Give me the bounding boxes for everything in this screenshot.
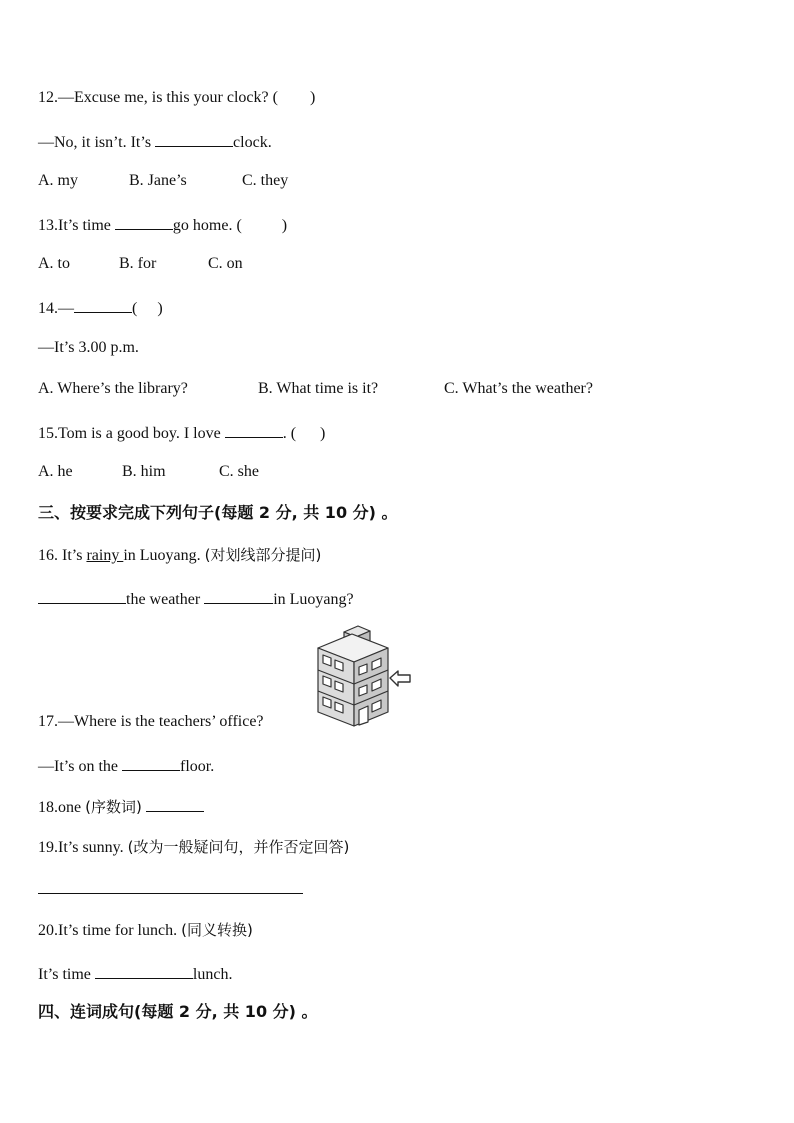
q20-answer-end: lunch. (192, 966, 233, 983)
q20-answer-blank[interactable] (95, 962, 193, 979)
q20-answer-line (38, 962, 232, 985)
q13-option-b[interactable]: B. for (119, 255, 157, 272)
q15-option-c[interactable]: C. she (219, 463, 259, 480)
q12-reply-end: clock. (233, 134, 272, 151)
q13-prompt-start: It’s time (58, 217, 115, 234)
q12-answer-blank[interactable] (155, 130, 233, 147)
q14-answer-blank[interactable] (74, 296, 132, 313)
q17-prompt: 17.—Where is the teachers’ office? (38, 713, 264, 730)
q14-option-c[interactable]: C. What’s the weather? (444, 380, 593, 397)
q12-prompt-text: —Excuse me, is this your clock? ( ) (58, 89, 316, 106)
q14-number: 14. (38, 300, 58, 317)
q18-instruction: (序数词) (85, 798, 142, 816)
section4-heading: 四、连词成句(每题 2 分, 共 10 分) 。 (38, 1002, 318, 1021)
q16-underlined-word: rainy (86, 547, 124, 564)
q15-answer-blank[interactable] (225, 421, 283, 438)
q12-option-a[interactable]: A. my (38, 172, 78, 189)
q12-prompt (38, 88, 315, 108)
q14-reply: —It’s 3.00 p.m. (38, 339, 139, 356)
q16-answer-line (38, 587, 354, 610)
q14-option-b[interactable]: B. What time is it? (258, 380, 379, 397)
q14-dash: — (58, 300, 74, 317)
q18-prefix: 18.one (38, 799, 86, 816)
q20-answer-start: It’s time (38, 966, 95, 983)
q20-prompt (38, 920, 253, 941)
q13-prompt (38, 213, 287, 236)
q13-option-a[interactable]: A. to (38, 255, 70, 272)
q20-instruction: (同义转换) (181, 921, 253, 939)
q17-reply (38, 754, 214, 777)
q17-answer-blank[interactable] (122, 754, 180, 771)
q16-prompt (38, 545, 321, 566)
q13-number: 13. (38, 217, 58, 234)
q17-reply-end: floor. (180, 758, 215, 775)
q19-prefix: 19.It’s sunny. (38, 839, 128, 856)
q15-prompt (38, 421, 325, 444)
q16-answer-end: in Luoyang? (273, 591, 354, 608)
q12-option-c[interactable]: C. they (242, 172, 289, 189)
q16-rest: in Luoyang. (123, 547, 205, 564)
q15-prompt-start: Tom is a good boy. I love (58, 425, 225, 442)
q19-prompt (38, 837, 349, 858)
q16-instruction: (对划线部分提问) (204, 546, 322, 564)
q12-reply-start: —No, it isn’t. It’s (38, 134, 156, 151)
q17-reply-start: —It’s on the (38, 758, 122, 775)
q16-answer-blank-2[interactable] (204, 587, 273, 604)
q13-option-c[interactable]: C. on (208, 255, 243, 272)
q16-answer-blank-1[interactable] (38, 587, 126, 604)
q15-number: 15. (38, 425, 58, 442)
q19-answer-line[interactable] (38, 893, 303, 894)
q18-answer-blank[interactable] (146, 795, 204, 812)
q19-instruction: (改为一般疑问句，并作否定回答) (127, 838, 350, 856)
q12-number: 12. (38, 89, 58, 106)
q15-option-b[interactable]: B. him (122, 463, 166, 480)
building-icon (312, 622, 416, 730)
q16-prefix: 16. It’s (38, 547, 87, 564)
q14-prompt (38, 296, 163, 319)
q18-prompt (38, 795, 204, 818)
q14-option-a[interactable]: A. Where’s the library? (38, 380, 188, 397)
q12-option-b[interactable]: B. Jane’s (129, 172, 187, 189)
section3-heading: 三、按要求完成下列句子(每题 2 分, 共 10 分) 。 (38, 503, 398, 522)
q15-prompt-end: . ( ) (282, 425, 326, 442)
q16-answer-middle: the weather (126, 591, 205, 608)
q13-answer-blank[interactable] (115, 213, 173, 230)
q12-reply (38, 130, 272, 153)
q13-prompt-end: go home. ( ) (172, 217, 288, 234)
q14-prompt-end: ( ) (132, 300, 163, 317)
q20-prefix: 20.It’s time for lunch. (38, 922, 182, 939)
q15-option-a[interactable]: A. he (38, 463, 73, 480)
